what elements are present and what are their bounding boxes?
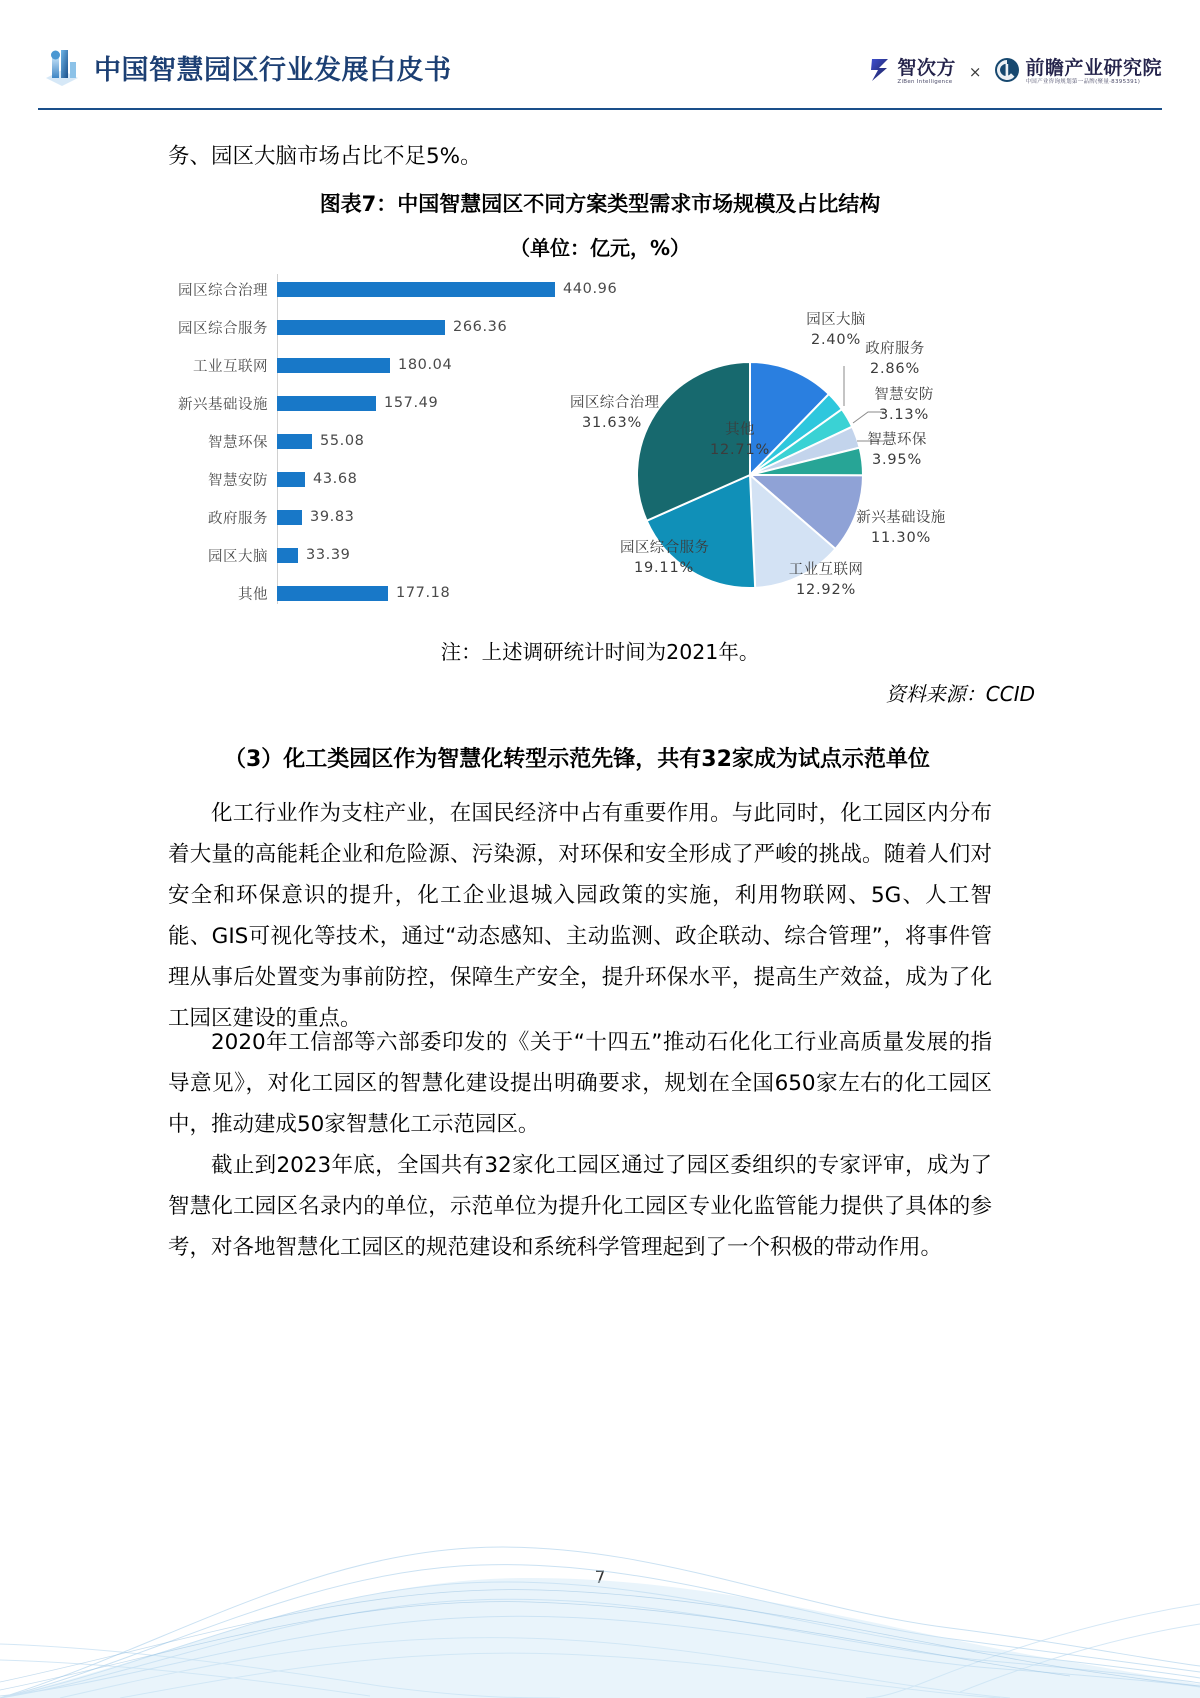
zhicifang-name-en: ZiBen Intelligence bbox=[897, 78, 953, 85]
body-paragraph-3: 截止到2023年底，全国共有32家化工园区通过了园区委组织的专家评审，成为了智慧化工园区名录内的单位，示范单位为提升化工园区专业化监管能力提供了具体的参考，对各地智慧化工园区的规范建设和系统科学管理起到了一个积极的带动作用。 bbox=[168, 1153, 992, 1260]
pie-label-park-brain-value: 2.40% bbox=[810, 332, 862, 348]
pie-label-smart-security bbox=[856, 385, 952, 425]
partner-separator: × bbox=[968, 63, 982, 81]
bar-row bbox=[168, 468, 358, 490]
bar-fill bbox=[277, 396, 376, 411]
pie-label-other-name: 其他 bbox=[725, 422, 755, 438]
bar-category-label: 其他 bbox=[238, 586, 268, 603]
zhicifang-name: 智次方 bbox=[897, 56, 956, 79]
partner-zhicifang bbox=[868, 57, 956, 87]
body-paragraph-1: 化工行业作为支柱产业，在国民经济中占有重要作用。与此同时，化工园区内分布着大量的高能耗企业和危险源、污染源，对环保和安全形成了严峻的挑战。随着人们对安全和环保意识的提升，化工企业退城入园政策的实施，利用物联网、5G、人工智能、GIS可视化等技术，通过“动态感知、主动监测、政企联动、综合管理”，将事件管理从事后处置变为事前防控，保障生产安全，提升环保水平，提高生产效益，成为了化工园区建设的重点。 bbox=[168, 801, 992, 1031]
pie-label-other bbox=[696, 420, 784, 460]
pie-label-park-governance-value: 31.63% bbox=[581, 415, 643, 431]
pie-label-park-governance-name: 园区综合治理 bbox=[570, 395, 660, 411]
page-header bbox=[0, 0, 1200, 112]
qianzhan-mark-icon bbox=[994, 57, 1020, 87]
bar-category-label: 政府服务 bbox=[208, 510, 268, 527]
bar-category-label: 工业互联网 bbox=[193, 358, 268, 375]
bar-value-label: 55.08 bbox=[320, 433, 365, 449]
bar-row bbox=[168, 506, 355, 528]
bar-value-label: 43.68 bbox=[313, 471, 358, 487]
figure-source: 资料来源：CCID bbox=[885, 682, 1035, 706]
brand-title: 中国智慧园区行业发展白皮书 bbox=[94, 54, 452, 86]
brand-lockup bbox=[40, 44, 452, 90]
pie-label-new-infrastructure-value: 11.30% bbox=[870, 530, 932, 546]
bar-category-label: 园区大脑 bbox=[208, 548, 268, 565]
bar-category-label: 新兴基础设施 bbox=[178, 396, 268, 413]
bar-fill bbox=[277, 510, 302, 525]
bar-value-label: 33.39 bbox=[306, 547, 351, 563]
bar-row bbox=[168, 278, 617, 300]
bar-category-label: 园区综合治理 bbox=[178, 282, 268, 299]
bar-row bbox=[168, 430, 365, 452]
bar-fill bbox=[277, 586, 388, 601]
zhicifang-mark-icon bbox=[868, 57, 892, 87]
bar-category-label: 园区综合服务 bbox=[178, 320, 268, 337]
footer-decoration bbox=[0, 1398, 1200, 1698]
pie-label-park-governance bbox=[570, 393, 660, 433]
pie-label-new-infrastructure bbox=[853, 508, 949, 548]
bar-row bbox=[168, 392, 438, 414]
pie-label-smart-environment bbox=[862, 430, 932, 470]
pie-label-gov-service-value: 2.86% bbox=[869, 361, 921, 377]
pie-label-smart-security-value: 3.13% bbox=[878, 407, 930, 423]
smart-park-logo-icon bbox=[40, 44, 84, 90]
bar-category-label: 智慧安防 bbox=[208, 472, 268, 489]
pie-label-park-service-value: 19.11% bbox=[633, 560, 695, 576]
bar-fill bbox=[277, 548, 298, 563]
bar-row bbox=[168, 354, 452, 376]
pie-label-smart-environment-value: 3.95% bbox=[871, 452, 923, 468]
figure-title bbox=[0, 188, 1200, 218]
partner-qianzhan bbox=[994, 57, 1162, 87]
pie-label-gov-service-name: 政府服务 bbox=[865, 341, 925, 357]
pie-label-smart-security-name: 智慧安防 bbox=[874, 387, 934, 403]
figure-title-text: 图表7：中国智慧园区不同方案类型需求市场规模及占比结构 bbox=[319, 192, 881, 216]
pie-label-park-service bbox=[620, 538, 708, 578]
partner-logos bbox=[868, 52, 1162, 92]
bar-category-label: 智慧环保 bbox=[208, 434, 268, 451]
pie-label-industrial-internet-name: 工业互联网 bbox=[788, 562, 864, 578]
bar-row bbox=[168, 582, 450, 604]
pie-label-new-infrastructure-name: 新兴基础设施 bbox=[856, 510, 946, 526]
bar-fill bbox=[277, 320, 445, 335]
pie-chart bbox=[570, 290, 1030, 635]
header-divider bbox=[38, 108, 1162, 110]
pie-label-gov-service bbox=[847, 339, 943, 379]
bar-value-label: 440.96 bbox=[563, 281, 618, 297]
bar-value-label: 177.18 bbox=[396, 585, 451, 601]
pie-label-park-service-name: 园区综合服务 bbox=[620, 540, 710, 556]
bar-value-label: 157.49 bbox=[384, 395, 439, 411]
bar-value-label: 266.36 bbox=[453, 319, 508, 335]
pie-label-other-value: 12.71% bbox=[709, 442, 771, 458]
bar-value-label: 180.04 bbox=[398, 357, 453, 373]
lead-text: 务、园区大脑市场占比不足5%。 bbox=[168, 144, 482, 169]
pie-label-industrial-internet bbox=[785, 560, 867, 600]
page-number: 7 bbox=[594, 1568, 606, 1588]
bar-fill bbox=[277, 282, 555, 297]
qianzhan-name: 前瞻产业研究院 bbox=[1025, 56, 1162, 79]
pie-label-industrial-internet-value: 12.92% bbox=[795, 582, 857, 598]
figure-unit: （单位：亿元，%） bbox=[509, 236, 691, 260]
section-heading: （3）化工类园区作为智慧化转型示范先锋，共有32家成为试点示范单位 bbox=[224, 747, 930, 772]
body-paragraph-2: 2020年工信部等六部委印发的《关于“十四五”推动石化化工行业高质量发展的指导意见》，对化工园区的智慧化建设提出明确要求，规划在全国650家左右的化工园区中，推动建成50家智慧化工示范园区。 bbox=[168, 1030, 992, 1137]
pie-label-smart-environment-name: 智慧环保 bbox=[867, 432, 927, 448]
bar-row bbox=[168, 544, 351, 566]
qianzhan-name-en: 中国产业咨询规划第一品牌(聚量·8395391) bbox=[1025, 78, 1141, 85]
figure-note: 注：上述调研统计时间为2021年。 bbox=[440, 640, 760, 664]
pie-label-park-brain-name: 园区大脑 bbox=[806, 312, 866, 328]
bar-fill bbox=[277, 472, 305, 487]
bar-row bbox=[168, 316, 507, 338]
bar-value-label: 39.83 bbox=[310, 509, 355, 525]
bar-fill bbox=[277, 358, 390, 373]
bar-fill bbox=[277, 434, 312, 449]
